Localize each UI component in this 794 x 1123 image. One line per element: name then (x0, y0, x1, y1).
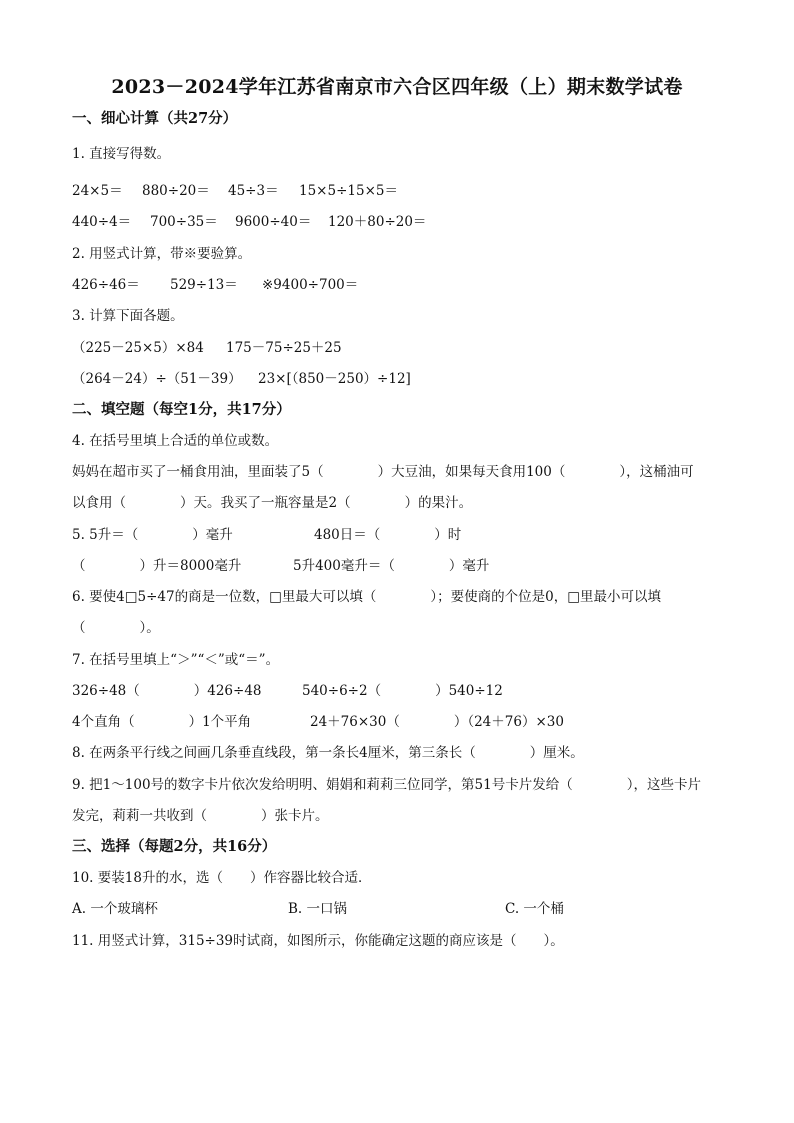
q3-row2-item: 23×[（850－250）÷12] (258, 371, 411, 387)
q1-row1 (72, 182, 722, 200)
q7-row1-item: 326÷48（ ）426÷48 (72, 683, 262, 699)
q2-row-item: 426÷46＝ (72, 277, 140, 293)
q7-row2-item: 24＋76×30（ ）（24＋76）×30 (310, 714, 564, 730)
q4-line2: 以食用（ ）天。我买了一瓶容量是2（ ）的果汁。 (72, 495, 473, 511)
q10-option-c: C. 一个桶 (505, 901, 564, 917)
q9-line2: 发完，莉莉一共收到（ ）张卡片。 (72, 808, 329, 824)
q8-line1: 8. 在两条平行线之间画几条垂直线段，第一条长4厘米，第三条长（ ）厘米。 (72, 745, 584, 761)
q3-row1-item: （225－25×5）×84 (72, 340, 204, 356)
q3-row2-item: （264－24）÷（51－39） (72, 371, 242, 387)
q7-row1 (72, 682, 722, 700)
q2-stem: 2. 用竖式计算，带※要验算。 (72, 246, 252, 262)
q1-row1-item: 45÷3＝ (228, 183, 279, 199)
q2-row-item: ※9400÷700＝ (262, 277, 359, 293)
section2-heading: 二、填空题（每空1分，共17分） (72, 401, 291, 418)
q10-stem: 10. 要装18升的水，选（ ）作容器比较合适． (72, 870, 372, 886)
section3-heading: 三、选择（每题2分，共16分） (72, 838, 277, 855)
q6-line2: （ ）。 (72, 620, 160, 636)
q4-stem: 4. 在括号里填上合适的单位或数。 (72, 433, 279, 449)
q5-row2 (72, 557, 722, 575)
q1-stem: 1. 直接写得数。 (72, 146, 171, 162)
q1-row2 (72, 213, 722, 231)
q1-row1-item: 15×5÷15×5＝ (299, 183, 398, 199)
exam-title: 2023－2024学年江苏省南京市六合区四年级（上）期末数学试卷 (111, 76, 683, 98)
q5-row1-item: 5. 5升＝（ ）毫升 (72, 527, 233, 543)
q1-row2-item: 440÷4＝ (72, 214, 132, 230)
q7-row2 (72, 713, 722, 731)
q5-row1 (72, 526, 722, 544)
q4-line1: 妈妈在超市买了一桶食用油，里面装了5（ ）大豆油，如果每天食用100（ ），这桶油可 (72, 464, 694, 480)
q2-row (72, 276, 722, 294)
q10-option-b: B. 一口锅 (288, 901, 348, 917)
q1-row2-item: 120＋80÷20＝ (328, 214, 427, 230)
q10-options (72, 900, 722, 918)
q7-row1-item: 540÷6÷2（ ）540÷12 (302, 683, 503, 699)
q3-row1 (72, 339, 722, 357)
q1-row2-item: 700÷35＝ (150, 214, 218, 230)
q3-row2 (72, 370, 722, 388)
q1-row1-item: 880÷20＝ (142, 183, 210, 199)
q5-row2-item: （ ）升＝8000毫升 (72, 558, 242, 574)
q7-row2-item: 4个直角（ ）1个平角 (72, 714, 252, 730)
q10-option-a: A. 一个玻璃杯 (72, 901, 158, 917)
q6-line1: 6. 要使4□5÷47的商是一位数，□里最大可以填（ ）；要使商的个位是0，□里最小可以填 (72, 589, 661, 605)
q3-stem: 3. 计算下面各题。 (72, 308, 184, 324)
q1-row2-item: 9600÷40＝ (235, 214, 312, 230)
q9-line1: 9. 把1～100号的数字卡片依次发给明明、娟娟和莉莉三位同学，第51号卡片发给（ ），这些卡片 (72, 777, 701, 793)
q11-stem: 11. 用竖式计算，315÷39时试商，如图所示，你能确定这题的商应该是（ ）。 (72, 933, 564, 949)
q3-row1-item: 175－75÷25＋25 (226, 340, 342, 356)
q7-stem: 7. 在括号里填上“＞”“＜”或“＝”。 (72, 652, 280, 668)
q1-row1-item: 24×5＝ (72, 183, 123, 199)
q5-row1-item: 480日＝（ ）时 (314, 527, 462, 543)
section1-heading: 一、细心计算（共27分） (72, 110, 238, 127)
q2-row-item: 529÷13＝ (170, 277, 238, 293)
q5-row2-item: 5升400毫升＝（ ）毫升 (293, 558, 490, 574)
